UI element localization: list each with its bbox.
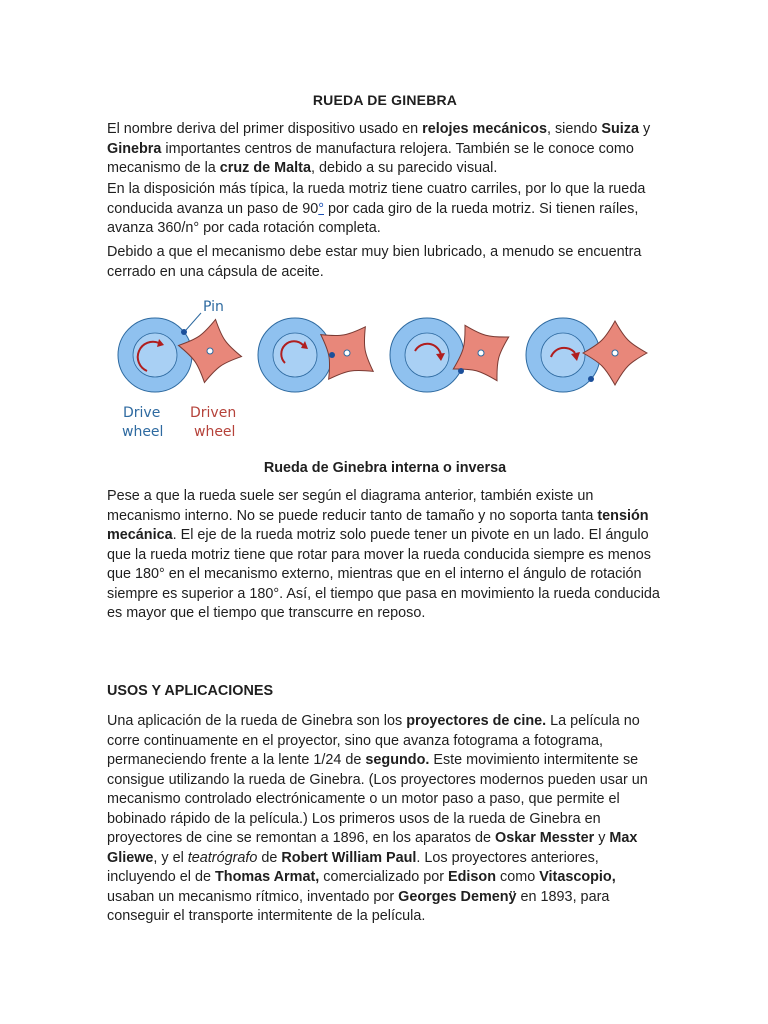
driven-axis (478, 350, 484, 356)
section-subtitle: Rueda de Ginebra interna o inversa (263, 460, 507, 476)
text-run: y (638, 121, 651, 137)
geneva-frame-2 (258, 308, 392, 397)
bold-term: tensión mecánica (107, 507, 649, 543)
text-run: Pese a que la rueda suele ser según el diagrama anterior, también existe un mecanismo interno. No se puede reducir tanto de tamaño y no soporta tanta (107, 488, 598, 524)
bold-term: Georges Demenÿ (398, 888, 517, 905)
bold-term: cruz de Malta (219, 160, 311, 176)
text-run: de (257, 849, 282, 866)
drive-hub (273, 333, 317, 377)
bold-term: relojes mecánicos (422, 121, 547, 137)
text-run: La película no corre continuamente en el proyector, sino que avanza fotograma a fotograma, permaneciendo frente a la lente 1/24 de (107, 713, 640, 768)
paragraph-uses (107, 712, 663, 927)
degree-link[interactable]: ° (318, 200, 324, 217)
text-run: . Los proyectores anteriores, incluyendo el de (107, 849, 599, 885)
pin-dot (329, 352, 335, 358)
text-run: en 1893, para conseguir el transporte intermitente de la película. (107, 888, 610, 924)
bold-term: Thomas Armat, (215, 869, 320, 885)
paragraph-origin (107, 120, 663, 179)
text-run: por cada giro de la rueda motriz. Si tienen raíles, avanza 360/n° por cada rotación completa. (107, 200, 639, 236)
bold-term: Edison (448, 869, 497, 885)
text-run: , debido a su parecido visual. (310, 160, 498, 176)
driven-axis (207, 348, 213, 354)
text-run: comercializado por (319, 869, 449, 885)
drive-label-line2: wheel (122, 424, 164, 440)
bold-term: Vitascopio, (539, 869, 616, 885)
pin-label: Pin (203, 299, 224, 315)
pin-pointer (186, 313, 201, 330)
bold-term: Oskar Messter (495, 830, 595, 846)
section-heading: USOS Y APLICACIONES (107, 683, 274, 699)
paragraph-disposition (107, 180, 663, 239)
bold-term: Robert William Paul (281, 849, 417, 866)
text-run: , siendo (546, 121, 602, 137)
paragraph-internal (107, 487, 663, 624)
pin-dot (588, 376, 594, 382)
text-run: . El eje de la rueda motriz solo puede tener un pivote en un lado. El ángulo que la rueda motriz tiene que rotar para mover la rueda conducida siempre es menos que 180° en el mecanismo externo, mientras que en el interno el ángulo de rotación siempre es superior a 180°. Así, el tiempo que pasa en movimiento la rueda conducida es mayor que el tiempo que transcurre en reposo. (107, 527, 660, 621)
text-run: En la disposición más típica, la rueda motriz tiene cuatro carriles, por lo que la rueda conducida avanza un paso de 90 (107, 181, 646, 217)
drive-hub (133, 333, 177, 377)
paragraph-lubrication: Debido a que el mecanismo debe estar muy bien lubricado, a menudo se encuentra cerrado en una cápsula de aceite. (107, 244, 642, 280)
driven-axis (344, 350, 350, 356)
italic-term: teatrógrafo (187, 849, 258, 866)
text-run: El nombre deriva del primer dispositivo usado en (107, 121, 423, 137)
bold-term: Ginebra (107, 140, 162, 157)
bold-term: Suiza (601, 121, 639, 137)
bold-term: proyectores de cine. (406, 713, 547, 729)
bold-term: segundo. (365, 752, 430, 768)
bold-term: Max Gliewe (107, 830, 638, 866)
geneva-frame-3 (390, 309, 525, 396)
text-run: y (594, 830, 610, 846)
driven-label-line1: Driven (190, 405, 237, 421)
text-run: importantes centros de manufactura relojera. También se le conoce como mecanismo de la (107, 140, 634, 176)
geneva-drive-figure (115, 293, 655, 443)
driven-label-line2: wheel (194, 424, 236, 440)
text-run: Una aplicación de la rueda de Ginebra son los (107, 713, 407, 729)
document-title: RUEDA DE GINEBRA (312, 92, 458, 108)
text-run: , y el (153, 849, 188, 866)
geneva-frame-4 (526, 318, 647, 392)
text-run: usaban un mecanismo rítmico, inventado por (107, 888, 399, 905)
pin-dot (458, 368, 464, 374)
text-run: como (496, 869, 540, 885)
drive-label-line1: Drive (123, 405, 161, 421)
driven-axis (612, 350, 618, 356)
geneva-frame-1 (118, 299, 247, 440)
text-run: Este movimiento intermitente se consigue utilizando la rueda de Ginebra. (Los proyectores modernos pueden usar un mecanismo controlado electrónicamente o un motor paso a paso, que permite el bobinado rápido de la película.) Los primeros usos de la rueda de Ginebra en proyectores de cine se remontan a 1896, en los aparatos de (107, 752, 648, 846)
